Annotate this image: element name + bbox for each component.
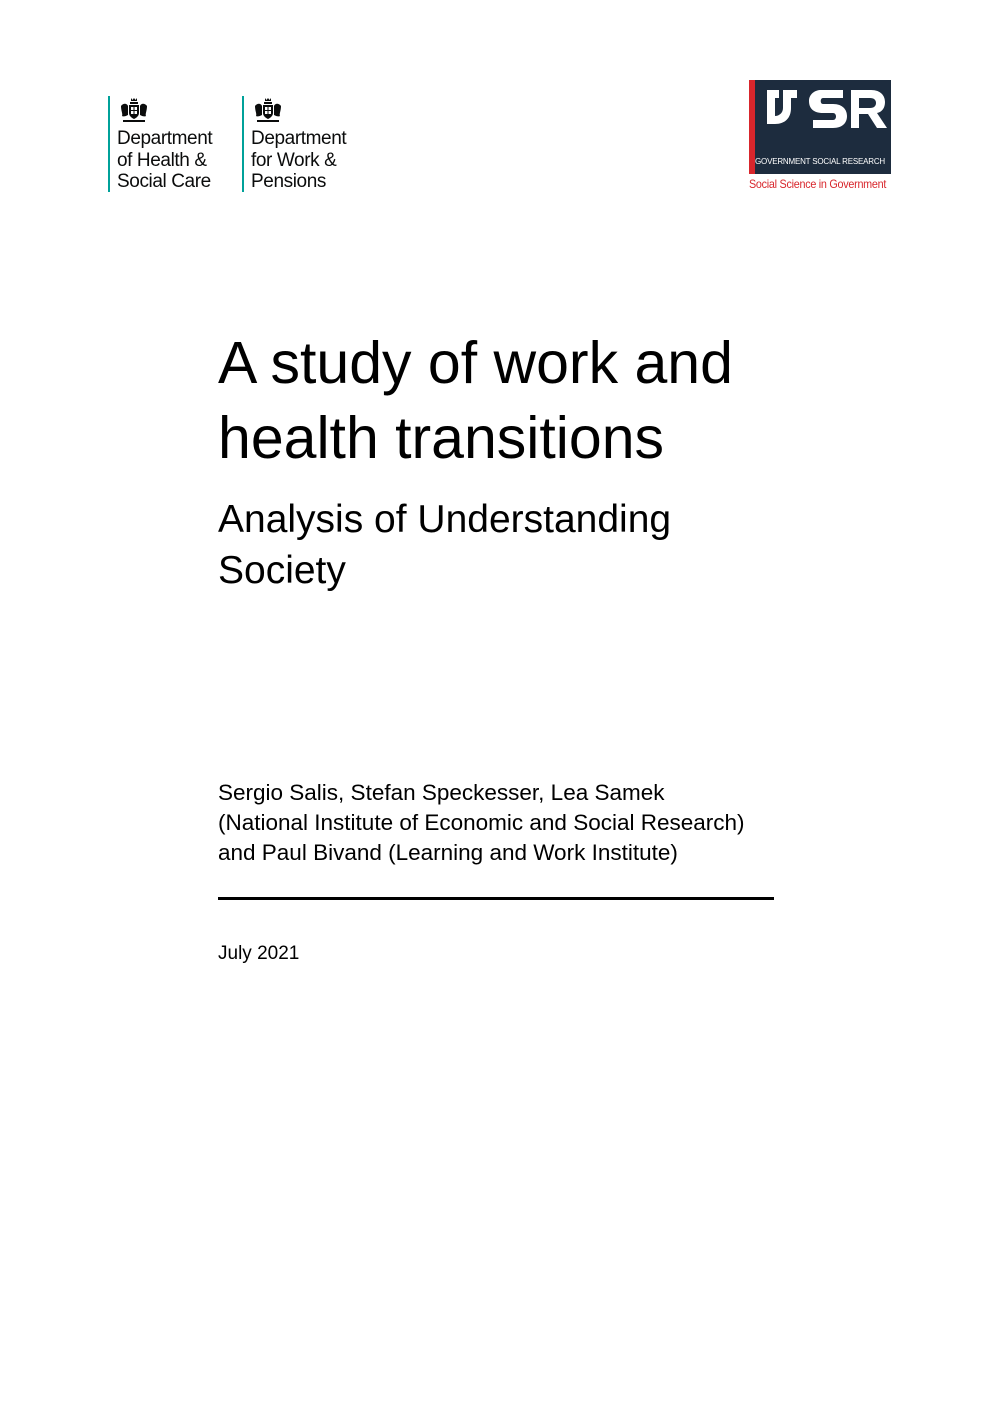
author-line: Sergio Salis, Stefan Speckesser, Lea Samek	[218, 780, 665, 805]
gsr-subtext: GOVERNMENT SOCIAL RESEARCH	[755, 157, 885, 166]
document-subtitle-line: Analysis of Understanding	[218, 498, 672, 541]
royal-coat-of-arms-icon	[251, 96, 285, 124]
dhsc-name	[117, 128, 212, 193]
gsr-tagline: Social Science in Government	[749, 177, 887, 191]
document-subtitle-line: Society	[218, 549, 346, 592]
divider-rule	[218, 897, 774, 900]
document-subtitle	[218, 494, 858, 596]
dwp-name-line: for Work &	[251, 149, 337, 171]
gsr-letters-icon	[763, 86, 887, 148]
publication-date: July 2021	[218, 943, 300, 964]
dhsc-name-line: of Health &	[117, 149, 207, 171]
dwp-name-line: Pensions	[251, 171, 326, 192]
document-title	[218, 326, 858, 476]
gsr-logo-box	[749, 80, 891, 174]
document-authors	[218, 778, 858, 868]
dhsc-name-line: Social Care	[117, 171, 211, 192]
document-title-line: health transitions	[218, 405, 665, 471]
dwp-name	[251, 128, 346, 193]
author-line: and Paul Bivand (Learning and Work Institute)	[218, 840, 678, 865]
royal-coat-of-arms-icon	[117, 96, 151, 124]
dhsc-name-line: Department	[117, 128, 213, 149]
dwp-name-line: Department	[251, 128, 347, 149]
gsr-logo	[749, 80, 891, 191]
author-line: (National Institute of Economic and Social Research)	[218, 810, 745, 835]
dhsc-logo	[108, 96, 212, 192]
document-title-line: A study of work and	[218, 330, 733, 396]
dwp-logo	[242, 96, 346, 192]
